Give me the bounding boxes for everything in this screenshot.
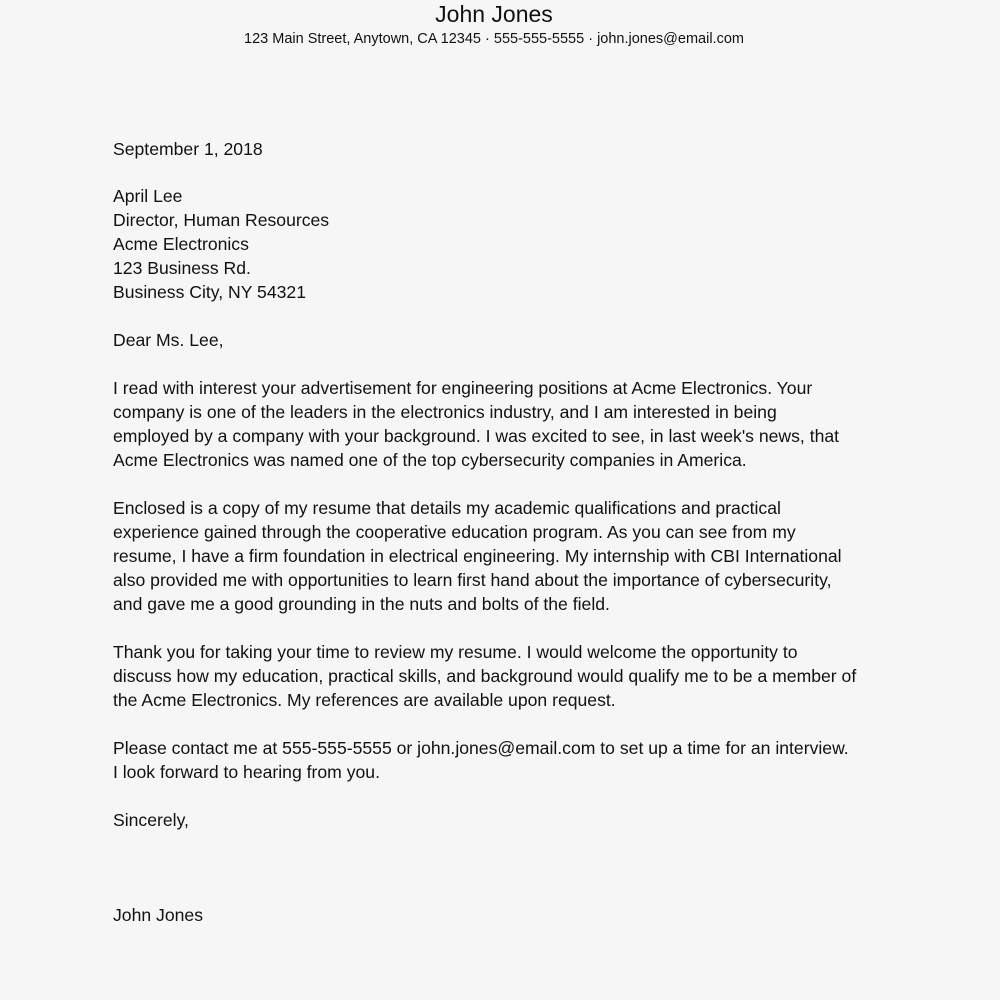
salutation-text: Dear Ms. Lee, <box>113 330 224 350</box>
paragraph-line: Please contact me at 555-555-5555 or john.jones@email.com to set up a time for an interview. <box>113 738 849 758</box>
closing <box>113 808 893 832</box>
paragraph-line: the Acme Electronics. My references are available upon request. <box>113 690 616 710</box>
paragraph-line: Enclosed is a copy of my resume that details my academic qualifications and practical <box>113 498 781 518</box>
sender-name: John Jones <box>435 1 553 27</box>
recipient-street: 123 Business Rd. <box>113 258 251 278</box>
recipient-name: April Lee <box>113 186 183 206</box>
recipient-address-block <box>113 184 893 304</box>
paragraph-line: experience gained through the cooperative education program. As you can see from my <box>113 522 796 542</box>
letter-date <box>113 137 893 161</box>
salutation <box>113 328 893 352</box>
signature-name: John Jones <box>113 905 203 925</box>
paragraph-line: employed by a company with your background. I was excited to see, in last week's news, that <box>113 426 840 446</box>
paragraph-line: company is one of the leaders in the electronics industry, and I am interested in being <box>113 402 777 422</box>
paragraph-line: resume, I have a firm foundation in electrical engineering. My internship with CBI International <box>113 546 842 566</box>
paragraph-line: also provided me with opportunities to learn first hand about the importance of cybersecurity, <box>113 570 832 590</box>
paragraph-line: I look forward to hearing from you. <box>113 762 380 782</box>
paragraph-4 <box>113 736 893 784</box>
paragraph-line: Acme Electronics was named one of the top cybersecurity companies in America. <box>113 450 747 470</box>
date-text: September 1, 2018 <box>113 139 263 159</box>
signature <box>113 903 893 927</box>
paragraph-1 <box>113 376 893 472</box>
recipient-city: Business City, NY 54321 <box>113 282 306 302</box>
paragraph-3 <box>113 640 893 712</box>
recipient-company: Acme Electronics <box>113 234 249 254</box>
closing-text: Sincerely, <box>113 810 189 830</box>
paragraph-line: Thank you for taking your time to review my resume. I would welcome the opportunity to <box>113 642 798 662</box>
paragraph-2 <box>113 496 893 616</box>
paragraph-line: I read with interest your advertisement for engineering positions at Acme Electronics. Your <box>113 378 813 398</box>
paragraph-line: discuss how my education, practical skills, and background would qualify me to be a member of <box>113 666 857 686</box>
recipient-title: Director, Human Resources <box>113 210 330 230</box>
paragraph-line: and gave me a good grounding in the nuts and bolts of the field. <box>113 594 610 614</box>
sender-contact-line: 123 Main Street, Anytown, CA 12345 · 555-555-5555 · john.jones@email.com <box>244 31 744 47</box>
